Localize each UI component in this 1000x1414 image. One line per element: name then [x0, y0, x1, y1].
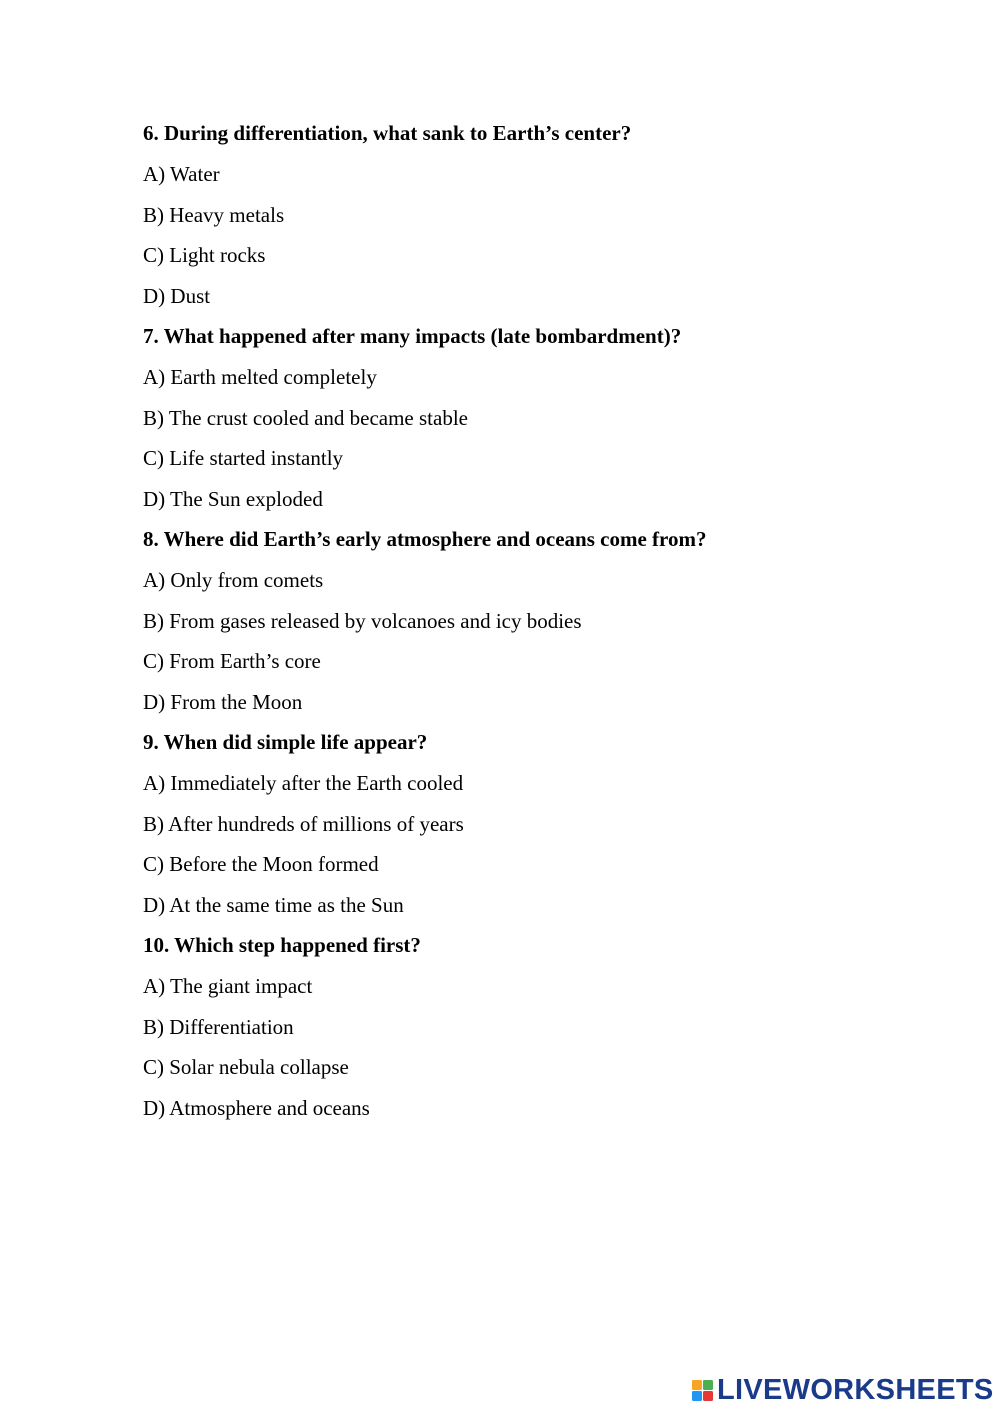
- answer-option[interactable]: A) Water: [143, 162, 220, 186]
- answer-option[interactable]: A) Only from comets: [143, 568, 324, 592]
- answer-option[interactable]: B) The crust cooled and became stable: [143, 405, 468, 430]
- answer-option[interactable]: D) From the Moon: [143, 689, 303, 714]
- question-title: 9. When did simple life appear?: [143, 730, 428, 754]
- worksheet-page: [143, 118, 963, 1133]
- question-title: 10. Which step happened first?: [143, 933, 421, 957]
- question-title: 8. Where did Earth’s early atmosphere and oceans come from?: [143, 527, 707, 551]
- question-title: 6. During differentiation, what sank to Earth’s center?: [143, 121, 632, 145]
- answer-option[interactable]: B) Heavy metals: [143, 202, 285, 227]
- answer-option[interactable]: D) The Sun exploded: [143, 486, 323, 511]
- answer-option[interactable]: C) From Earth’s core: [143, 649, 321, 673]
- answer-option[interactable]: B) From gases released by volcanoes and icy bodies: [143, 608, 582, 633]
- question-8: [143, 524, 963, 717]
- liveworksheets-logo-icon: [692, 1378, 714, 1402]
- question-7: [143, 321, 963, 514]
- answer-option[interactable]: D) At the same time as the Sun: [143, 892, 404, 917]
- answer-option[interactable]: C) Light rocks: [143, 243, 266, 267]
- answer-option[interactable]: B) Differentiation: [143, 1014, 294, 1039]
- answer-option[interactable]: D) Atmosphere and oceans: [143, 1095, 370, 1120]
- answer-option[interactable]: A) The giant impact: [143, 974, 313, 998]
- answer-option[interactable]: D) Dust: [143, 283, 211, 308]
- answer-option[interactable]: C) Life started instantly: [143, 446, 344, 470]
- question-10: [143, 930, 963, 1123]
- answer-option[interactable]: A) Earth melted completely: [143, 365, 377, 389]
- answer-option[interactable]: C) Before the Moon formed: [143, 852, 379, 876]
- brand-name: LIVEWORKSHEETS: [717, 1374, 994, 1406]
- question-title: 7. What happened after many impacts (late bombardment)?: [143, 324, 682, 348]
- liveworksheets-brand[interactable]: [692, 1374, 994, 1406]
- question-6: [143, 118, 963, 311]
- question-9: [143, 727, 963, 920]
- answer-option[interactable]: C) Solar nebula collapse: [143, 1055, 349, 1079]
- answer-option[interactable]: A) Immediately after the Earth cooled: [143, 771, 464, 795]
- answer-option[interactable]: B) After hundreds of millions of years: [143, 811, 464, 836]
